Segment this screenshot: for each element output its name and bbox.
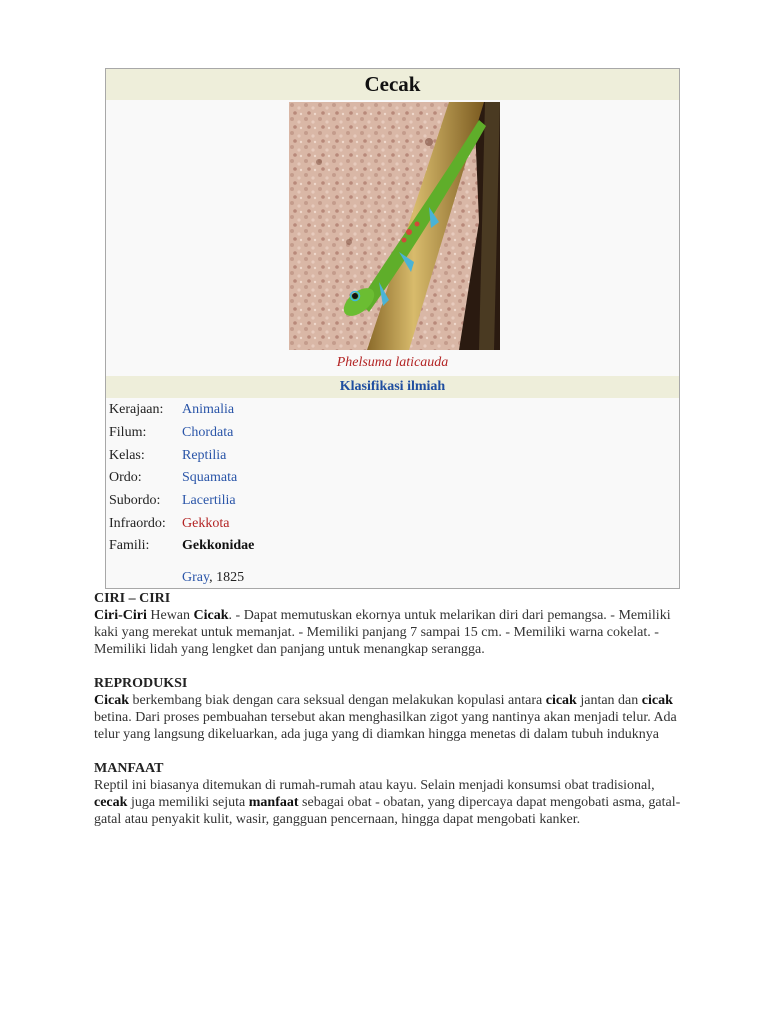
section-title-manfaat: MANFAAT (94, 761, 164, 776)
classification-row-kelas (106, 444, 679, 467)
bold-term: Ciri-Ciri (94, 608, 147, 623)
suborder-link[interactable]: Lacertilia (182, 493, 236, 509)
text-run: jantan dan (576, 693, 642, 708)
phylum-link[interactable]: Chordata (182, 425, 234, 441)
paragraph-ciri (94, 607, 684, 658)
class-link[interactable]: Reptilia (182, 447, 227, 463)
text-run: . - Dapat memutuskan ekornya untuk melarikan diri dari pemangsa. - Memiliki kaki yang merekat untuk memanjat. - Memiliki panjang 7 sampai 15 cm. - Memiliki warna cokelat. - Memiliki lidah yang lengket dan panjang untuk menangkap serangga. (94, 608, 671, 657)
infraorder-link[interactable]: Gekkota (182, 515, 230, 531)
bold-term: Cicak (94, 693, 129, 708)
gecko-photo-icon[interactable] (289, 102, 500, 350)
image-caption: Phelsuma laticauda (336, 355, 449, 370)
text-run: juga memiliki sejuta (127, 795, 249, 810)
authority-year: , 1825 (209, 570, 245, 585)
taxon-authority (182, 570, 244, 586)
text-run: sebagai obat - obatan, yang dipercaya dapat mengobati asma, gatal-gatal atau penyakit kulit, wasir, gangguan pencernaan, hingga dapat mengobati kanker. (94, 795, 681, 827)
row-label: Subordo: (109, 493, 161, 509)
classification-row-famili (106, 535, 679, 558)
bold-term: cicak (641, 693, 673, 708)
row-label: Kelas: (109, 447, 145, 463)
text-run: betina. Dari proses pembuahan tersebut akan menghasilkan zigot yang nantinya akan menjadi telur. Ada telur yang langsung dikeluarkan, ada juga yang di diamkan hingga menetas di dalam tubuh induknya (94, 710, 677, 742)
classification-row-kerajaan (106, 399, 679, 422)
classification-row-ordo (106, 467, 679, 490)
classification-row-infraordo (106, 512, 679, 535)
order-link[interactable]: Squamata (182, 470, 238, 486)
article-body (94, 590, 684, 828)
row-label: Ordo: (109, 470, 142, 486)
row-label: Filum: (109, 425, 147, 441)
authority-link[interactable]: Gray (182, 570, 210, 585)
classification-row-subordo (106, 490, 679, 513)
text-run: berkembang biak dengan cara seksual dengan melakukan kopulasi antara (129, 693, 546, 708)
row-label: Kerajaan: (109, 402, 164, 418)
family-name: Gekkonidae (182, 538, 255, 554)
paragraph-manfaat (94, 777, 684, 828)
kingdom-link[interactable]: Animalia (182, 402, 235, 418)
spacer (94, 743, 684, 760)
bold-term: cicak (545, 693, 577, 708)
bold-term: Cicak (193, 608, 229, 623)
classification-row-filum (106, 422, 679, 445)
row-label: Infraordo: (109, 515, 166, 531)
paragraph-reproduksi (94, 692, 684, 743)
text-run: Hewan (146, 608, 194, 623)
taxobox (105, 68, 680, 589)
taxobox-title: Cecak (106, 69, 679, 100)
text-run: Reptil ini biasanya ditemukan di rumah-rumah atau kayu. Selain menjadi konsumsi obat tradisional, (94, 778, 655, 793)
row-label: Famili: (109, 538, 150, 554)
bold-term: cecak (94, 795, 128, 810)
classification-header[interactable]: Klasifikasi ilmiah (106, 376, 679, 398)
section-title-ciri: CIRI – CIRI (94, 591, 171, 606)
bold-term: manfaat (248, 795, 299, 810)
classification-rows (106, 399, 679, 558)
section-title-reproduksi: REPRODUKSI (94, 676, 188, 691)
spacer (94, 658, 684, 675)
